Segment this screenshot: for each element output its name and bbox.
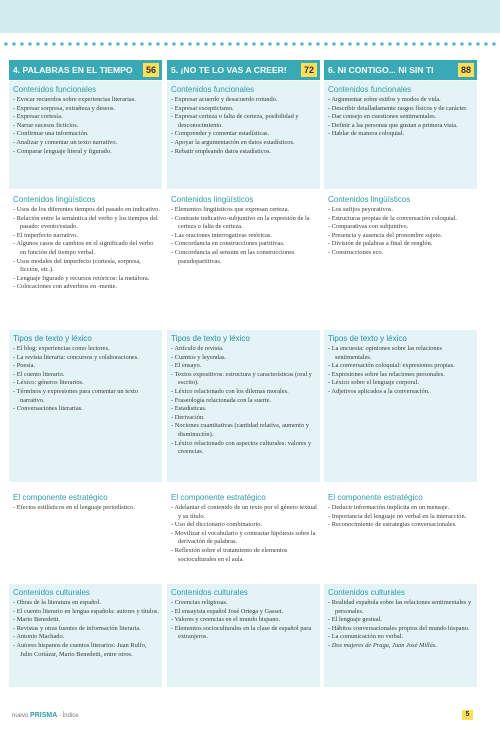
list-item: - El imperfecto narrativo. bbox=[13, 232, 160, 241]
section-culturales bbox=[167, 584, 320, 687]
list-item: - La comunicación no verbal. bbox=[328, 633, 475, 642]
list-item: - Poesía. bbox=[13, 362, 160, 371]
list-item: - Artículo de revista. bbox=[171, 345, 318, 354]
section-heading: Contenidos lingüísticos bbox=[13, 195, 96, 204]
section-linguisticos bbox=[167, 191, 320, 323]
section-heading: Contenidos funcionales bbox=[328, 85, 412, 94]
unit-title: 6. NI CONTIGO... NI SIN TI bbox=[328, 65, 434, 75]
list-item: - Adelantar el contenido de un texto por el género textual y su título. bbox=[171, 504, 318, 521]
unit-column-4 bbox=[9, 60, 162, 687]
list-item: - Describir detalladamente rasgos físicos y de carácter. bbox=[328, 105, 475, 114]
list-item: - El ensayo. bbox=[171, 362, 318, 371]
section-heading: El componente estratégico bbox=[13, 493, 108, 502]
list-item: - Expresar sorpresa, extrañeza y deseos. bbox=[13, 105, 160, 114]
section-heading: Tipos de texto y léxico bbox=[328, 334, 407, 343]
section-tipos-texto bbox=[9, 330, 162, 482]
section-estrategico bbox=[324, 489, 477, 575]
section-estrategico bbox=[9, 489, 162, 575]
unit-header[interactable] bbox=[9, 60, 162, 80]
list-item: - La conversación coloquial: expresiones propias. bbox=[328, 362, 475, 371]
list-item: - Algunos casos de cambios en el significado del verbo en función del tiempo verbal. bbox=[13, 240, 160, 257]
list-item: - Dos mujeres de Praga, Juan José Millás. bbox=[328, 642, 475, 651]
footer-prefix: nuevo bbox=[12, 713, 29, 719]
list-item: - Valores y creencias en el mundo hispano. bbox=[171, 616, 318, 625]
list-item: - Hablar de manera coloquial. bbox=[328, 130, 475, 139]
list-item: - Expresar certeza o falta de certeza, posibilidad y desconocimiento. bbox=[171, 113, 318, 130]
list-item: - Léxico relacionado con aspectos culturales: valores y creencias. bbox=[171, 440, 318, 457]
list-item: - Analizar y comentar un texto narrativo. bbox=[13, 139, 160, 148]
list-item: - Usos de los diferentes tiempos del pasado en indicativo. bbox=[13, 206, 160, 215]
list-item: - Las oraciones interrogativas retóricas. bbox=[171, 232, 318, 241]
list-item: - Léxico: géneros literarios. bbox=[13, 379, 160, 388]
page-number: 5 bbox=[462, 710, 473, 720]
section-funcionales bbox=[324, 81, 477, 189]
section-culturales bbox=[9, 584, 162, 687]
list-item: - El ensayista español José Ortega y Gasset. bbox=[171, 608, 318, 617]
section-estrategico bbox=[167, 489, 320, 575]
section-funcionales bbox=[167, 81, 320, 189]
dotted-divider bbox=[0, 40, 500, 48]
section-heading: Tipos de texto y léxico bbox=[171, 334, 250, 343]
list-item: - Expresiones sobre las relaciones personales. bbox=[328, 371, 475, 380]
list-item: - Realidad española sobre las relaciones sentimentales y personales. bbox=[328, 599, 475, 616]
section-culturales bbox=[324, 584, 477, 687]
list-item: - El cuento literario. bbox=[13, 371, 160, 380]
list-item: - Presencia y ausencia del pronombre sujeto. bbox=[328, 232, 475, 241]
list-item: - Los sufijos peyorativos. bbox=[328, 206, 475, 215]
list-item: - Reflexión sobre el tratamiento de elementos socioculturales en el aula. bbox=[171, 547, 318, 564]
list-item: - Autores hispanos de cuentos literarios: Juan Rulfo, Julio Cortázar, Mario Benedetti, entre otros. bbox=[13, 642, 160, 659]
list-item: - Relación entre la semántica del verbo y los tiempos del pasado: evento/estado. bbox=[13, 215, 160, 232]
list-item: - División de palabras a final de renglón. bbox=[328, 240, 475, 249]
section-heading: El componente estratégico bbox=[171, 493, 266, 502]
unit-page-number: 88 bbox=[458, 63, 474, 77]
list-item: - Confirmar una información. bbox=[13, 130, 160, 139]
list-item: - Efectos estilísticos en el lenguaje periodístico. bbox=[13, 504, 160, 513]
list-item: - Expresar escepticismo. bbox=[171, 105, 318, 114]
list-item: - Léxico sobre el lenguaje corporal. bbox=[328, 379, 475, 388]
list-item: - Léxico relacionado con los dilemas morales. bbox=[171, 388, 318, 397]
section-heading: Contenidos lingüísticos bbox=[171, 195, 254, 204]
list-item: - Comprender y comentar estadísticas. bbox=[171, 130, 318, 139]
list-item: - Expresar cortesía. bbox=[13, 113, 160, 122]
list-item: - Importancia del lenguaje no verbal en la interacción. bbox=[328, 513, 475, 522]
unit-title: 4. PALABRAS EN EL TIEMPO bbox=[13, 65, 133, 75]
footer-suffix: · Índice bbox=[58, 713, 79, 719]
list-item: - Concordancia ad sensum en las construcciones pseudopartitivas. bbox=[171, 249, 318, 266]
top-band bbox=[0, 0, 500, 33]
section-heading: Contenidos culturales bbox=[171, 588, 248, 597]
list-item: - Elementos socioculturales en la clase de español para extranjeros. bbox=[171, 625, 318, 642]
list-item: - Antonio Machado. bbox=[13, 633, 160, 642]
list-item: - Comparar lenguaje literal y figurado. bbox=[13, 148, 160, 157]
brand-logo-text: PRISMA bbox=[30, 712, 58, 719]
list-item: - Evocar recuerdos sobre experiencias literarias. bbox=[13, 96, 160, 105]
list-item: - Obras de la literatura en español. bbox=[13, 599, 160, 608]
list-item: - Deducir información implícita en un mensaje. bbox=[328, 504, 475, 513]
list-item: - Estructuras propias de la conversación coloquial. bbox=[328, 215, 475, 224]
footer bbox=[12, 712, 79, 719]
list-item: - Creencias religiosas. bbox=[171, 599, 318, 608]
unit-header[interactable] bbox=[324, 60, 477, 80]
list-item: - La revista literaria: concursos y colaboraciones. bbox=[13, 354, 160, 363]
list-item: - El lenguaje gestual. bbox=[328, 616, 475, 625]
list-item: - Mario Benedetti. bbox=[13, 616, 160, 625]
section-heading: Contenidos culturales bbox=[328, 588, 405, 597]
list-item: - Reconocimiento de estrategias conversacionales. bbox=[328, 521, 475, 530]
list-item: - Revistas y otras fuentes de información literaria. bbox=[13, 625, 160, 634]
list-item: - Estadísticas. bbox=[171, 405, 318, 414]
list-item: - Usos modales del imperfecto (cortesía, sorpresa, ficción, etc.). bbox=[13, 258, 160, 275]
list-item: - Hábitos conversacionales propios del mundo hispano. bbox=[328, 625, 475, 634]
list-item: - Concordancia en construcciones partitivas. bbox=[171, 240, 318, 249]
list-item: - Elementos lingüísticos que expresan certeza. bbox=[171, 206, 318, 215]
section-heading: Contenidos lingüísticos bbox=[328, 195, 411, 204]
list-item: - Textos expositivos: estructura y características (oral y escrito). bbox=[171, 371, 318, 388]
list-item: - Adjetivos aplicados a la conversación. bbox=[328, 388, 475, 397]
section-heading: El componente estratégico bbox=[328, 493, 423, 502]
unit-column-5 bbox=[167, 60, 320, 687]
unit-header[interactable] bbox=[167, 60, 320, 80]
list-item: - Rebatir empleando datos estadísticos. bbox=[171, 148, 318, 157]
unit-page-number: 72 bbox=[301, 63, 317, 77]
section-tipos-texto bbox=[324, 330, 477, 482]
list-item: - El blog: experiencias como lectores. bbox=[13, 345, 160, 354]
list-item: - Uso del diccionario combinatorio. bbox=[171, 521, 318, 530]
list-item: - Fraseología relacionada con la suerte. bbox=[171, 397, 318, 406]
list-item: - Contraste indicativo-subjuntivo en la expresión de la certeza o falta de certeza. bbox=[171, 215, 318, 232]
list-item: - Dar consejo en cuestiones sentimentales. bbox=[328, 113, 475, 122]
list-item: - El cuento literario en lengua española: autores y títulos. bbox=[13, 608, 160, 617]
list-item: - Apoyar la argumentación en datos estadísticos. bbox=[171, 139, 318, 148]
list-item: - La encuesta: opiniones sobre las relaciones sentimentales. bbox=[328, 345, 475, 362]
list-item: - Nociones cuantitativas (cantidad relativa, aumento y disminución). bbox=[171, 422, 318, 439]
list-item: - Conversaciones literarias. bbox=[13, 405, 160, 414]
list-item: - Términos y expresiones para comentar un texto narrativo. bbox=[13, 388, 160, 405]
section-linguisticos bbox=[9, 191, 162, 323]
unit-column-6 bbox=[324, 60, 477, 687]
list-item: - Movilizar el vocabulario y contrastar hipótesis sobre la derivación de palabras. bbox=[171, 530, 318, 547]
list-item: - Comparativas con subjuntivo. bbox=[328, 223, 475, 232]
list-item: - Narrar sucesos ficticios. bbox=[13, 122, 160, 131]
list-item: - Colocaciones con adverbios en -mente. bbox=[13, 283, 160, 292]
unit-title: 5. ¡NO TE LO VAS A CREER! bbox=[171, 65, 287, 75]
section-funcionales bbox=[9, 81, 162, 189]
section-heading: Contenidos culturales bbox=[13, 588, 90, 597]
list-item: - Derivación. bbox=[171, 414, 318, 423]
list-item: - Definir a las personas que gustan a primera vista. bbox=[328, 122, 475, 131]
list-item: - Expresar acuerdo y desacuerdo rotundo. bbox=[171, 96, 318, 105]
list-item: - Construcciones eco. bbox=[328, 249, 475, 258]
list-item: - Argumentar sobre estilos y modos de vida. bbox=[328, 96, 475, 105]
section-heading: Contenidos funcionales bbox=[171, 85, 255, 94]
section-heading: Tipos de texto y léxico bbox=[13, 334, 92, 343]
list-item: - Cuentos y leyendas. bbox=[171, 354, 318, 363]
section-heading: Contenidos funcionales bbox=[13, 85, 97, 94]
unit-page-number: 56 bbox=[143, 63, 159, 77]
section-linguisticos bbox=[324, 191, 477, 323]
section-tipos-texto bbox=[167, 330, 320, 482]
list-item: - Lenguaje figurado y recursos retóricos: la metáfora. bbox=[13, 275, 160, 284]
